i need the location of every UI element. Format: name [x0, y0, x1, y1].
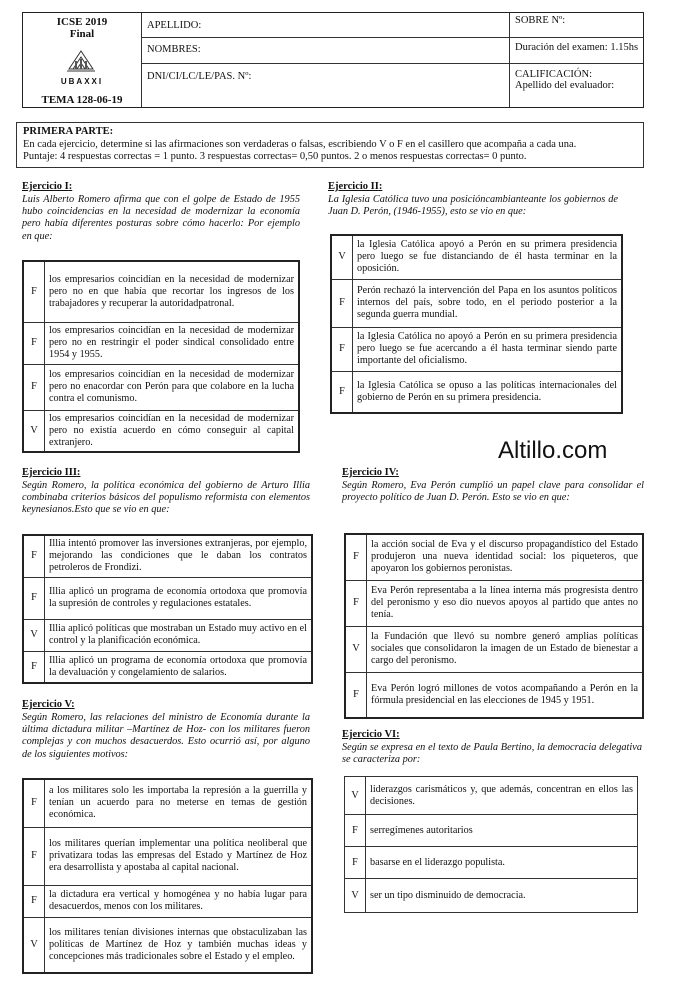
statement-text: la Fundación que llevó su nombre generó amplias políticas sociales que consolidaron la imagen de un Estado de bienestar a cargo del peronismo.	[367, 626, 644, 672]
answer-cell[interactable]: F	[345, 534, 367, 580]
statement-text: los empresarios coincidían en la necesidad de modernizar pero no en que había que recortar los ingresos de los trabajadores y recuperar la autoridadpatronal.	[45, 261, 300, 322]
exercise-answer-table	[22, 534, 313, 684]
answer-row	[23, 619, 312, 651]
answer-row	[345, 534, 643, 580]
course-name: ICSE 2019	[56, 16, 108, 28]
exercise-answer-table	[22, 260, 300, 453]
statement-text: Eva Perón logró millones de votos acompañando a Perón en la fórmula presidencial en las elecciones de 1945 y 1951.	[367, 672, 644, 718]
answer-row	[23, 410, 299, 452]
answer-cell[interactable]: F	[23, 577, 45, 619]
answer-row	[331, 371, 622, 413]
answer-row	[345, 580, 643, 626]
answer-cell[interactable]: F	[345, 847, 366, 879]
answer-cell[interactable]: V	[345, 777, 366, 815]
primera-parte-puntaje: Puntaje: 4 respuestas correctas = 1 punto. 3 respuestas correctas= 0,50 puntos. 2 o menos respuestas correctas= 0 punto.	[23, 151, 527, 162]
answer-cell[interactable]: F	[23, 885, 45, 917]
answer-cell[interactable]: F	[23, 651, 45, 683]
exercise-stem: Según Romero, la política económica del gobierno de Arturo Illia combinaba criterios básicos del populismo reformista con elementos keynesianos.Esto que se vio en que:	[22, 480, 310, 516]
exam-header	[22, 12, 644, 108]
exercise-title: Ejercicio VI:	[342, 729, 400, 740]
exercise-stem: Según Romero, Eva Perón cumplió un papel clave para consolidar el proyecto político de Juan D. Perón. Esto se vio en que:	[342, 480, 644, 504]
statement-text: basarse en el liderazgo populista.	[366, 847, 638, 879]
answer-row	[23, 261, 299, 322]
statement-text: la dictadura era vertical y homogénea y no había lugar para desacuerdos, menos con los militares.	[45, 885, 313, 917]
answer-cell[interactable]: V	[331, 235, 353, 279]
logo-text: UBAXXI	[60, 77, 104, 86]
answer-row	[345, 626, 643, 672]
answer-cell[interactable]: F	[23, 364, 45, 410]
statement-text: los empresarios coincidían en la necesidad de modernizar pero no en restringir el poder sindical consolidado entre 1954 y 1955.	[45, 322, 300, 364]
apellido-label: APELLIDO:	[147, 20, 202, 31]
answer-cell[interactable]: F	[345, 580, 367, 626]
answer-row	[23, 364, 299, 410]
statement-text: los empresarios coincidían en la necesidad de modernizar pero no enacordar con Perón para que colabore en la lucha contra el comunismo.	[45, 364, 300, 410]
answer-cell[interactable]: F	[23, 535, 45, 577]
statement-text: Perón rechazó la intervención del Papa en los asuntos políticos internos del país, sobre todo, en el periodo posterior a la segunda guerra mundial.	[353, 279, 623, 327]
answer-row	[345, 815, 638, 847]
answer-row	[23, 577, 312, 619]
evaluador-label: Apellido del evaluador:	[515, 80, 615, 91]
statement-text: Illia aplicó un programa de economía ortodoxa que promovía la supresión de controles y regulaciones estatales.	[45, 577, 313, 619]
header-divider	[141, 37, 643, 38]
answer-row	[345, 879, 638, 913]
sobre-label: SOBRE Nº:	[515, 15, 566, 26]
answer-cell[interactable]: F	[345, 672, 367, 718]
statement-text: Illia aplicó un programa de economía ortodoxa que promovía la devaluación y congelamiento de salarios.	[45, 651, 313, 683]
statement-text: la Iglesia Católica apoyó a Perón en su primera presidencia pero luego se fue distanciando de él hasta terminar en la oposición.	[353, 235, 623, 279]
answer-cell[interactable]: V	[23, 619, 45, 651]
answer-row	[345, 672, 643, 718]
exercise-title: Ejercicio III:	[22, 467, 81, 478]
exercise-title: Ejercicio I:	[22, 181, 73, 192]
answer-row	[23, 535, 312, 577]
statement-text: los militares querían implementar una política neoliberal que privatizara todas las empresas del Estado y Martínez de Hoz era desarrollista y apostaba al capital nacional.	[45, 827, 313, 885]
calificacion-label: CALIFICACIÓN:	[515, 69, 593, 80]
statement-text: liderazgos carismáticos y, que además, concentran en ellos las decisiones.	[366, 777, 638, 815]
ubaxxi-logo-icon	[65, 47, 97, 73]
answer-cell[interactable]: V	[345, 879, 366, 913]
header-divider	[141, 13, 142, 107]
exercise-title: Ejercicio V:	[22, 699, 75, 710]
answer-cell[interactable]: F	[23, 827, 45, 885]
answer-row	[331, 279, 622, 327]
exercise-stem: Según se expresa en el texto de Paula Bertino, la democracia delegativa se caracteriza por:	[342, 742, 642, 766]
answer-cell[interactable]: F	[331, 371, 353, 413]
statement-text: los empresarios coincidían en la necesidad de modernizar pero no existía acuerdo en cómo conseguir al capital extranjero.	[45, 410, 300, 452]
exercise-stem: Luis Alberto Romero afirma que con el golpe de Estado de 1955 hubo coincidencias en la necesidad de modernizar la economía pero había diferentes posturas sobre cómo hacerlo: Por ejemplo en que:	[22, 194, 300, 242]
dni-label: DNI/CI/LC/LE/PAS. Nº:	[147, 71, 252, 82]
answer-cell[interactable]: F	[345, 815, 366, 847]
statement-text: a los militares solo les importaba la represión a la guerrilla y tenían un acuerdo para no meterse en temas de gestión económica.	[45, 779, 313, 827]
answer-row	[23, 917, 312, 973]
answer-row	[23, 322, 299, 364]
answer-cell[interactable]: V	[345, 626, 367, 672]
answer-cell[interactable]: V	[23, 917, 45, 973]
exercise-stem: La Iglesia Católica tuvo una posicióncambianteante los gobiernos de Juan D. Perón, (1946-1955), esto se vio en que:	[328, 194, 618, 218]
statement-text: la Iglesia Católica no apoyó a Perón en su primera presidencia pero luego se fue acercando a él hasta terminar siendo parte importante del oficialismo.	[353, 327, 623, 371]
exercise-answer-table	[22, 778, 313, 974]
answer-row	[23, 779, 312, 827]
exercise-title: Ejercicio IV:	[342, 467, 399, 478]
answer-cell[interactable]: F	[23, 779, 45, 827]
watermark-text: Altillo.com	[498, 437, 608, 464]
statement-text: la acción social de Eva y el discurso propagandístico del Estado produjeron una nueva identidad social: los piqueteros, que apoyaron los gobiernos peronistas.	[367, 534, 644, 580]
primera-parte-instructions: En cada ejercicio, determine si las afirmaciones son verdaderas o falsas, escribiendo V o F en el casillero que acompaña a cada una.	[23, 138, 577, 150]
answer-row	[23, 885, 312, 917]
statement-text: ser un tipo disminuido de democracia.	[366, 879, 638, 913]
answer-cell[interactable]: F	[23, 261, 45, 322]
answer-row	[345, 777, 638, 815]
exercise-title: Ejercicio II:	[328, 181, 383, 192]
exercise-answer-table	[344, 776, 638, 913]
answer-row	[345, 847, 638, 879]
statement-text: serregímenes autoritarios	[366, 815, 638, 847]
statement-text: Eva Perón representaba a la línea interna más progresista dentro del peronismo y eso dio nuevos apoyos al partido que antes no tenía.	[367, 580, 644, 626]
header-divider	[509, 13, 510, 107]
exercise-answer-table	[330, 234, 623, 414]
statement-text: la Iglesia Católica se opuso a las políticas internacionales del gobierno de Perón en su primera presidencia.	[353, 371, 623, 413]
answer-cell[interactable]: F	[331, 279, 353, 327]
exercise-answer-table	[344, 533, 644, 719]
answer-row	[23, 651, 312, 683]
tema-code: TEMA 128-06-19	[41, 94, 123, 106]
nombres-label: NOMBRES:	[147, 44, 201, 55]
answer-row	[331, 235, 622, 279]
answer-row	[331, 327, 622, 371]
statement-text: Illia intentó promover las inversiones extranjeras, por ejemplo, mejorando las condiciones que le daban los contratos petroleros de Frondizi.	[45, 535, 313, 577]
statement-text: los militares tenían divisiones internas que obstaculizaban las políticas de Martínez de Hoz y también muchas ideas y concepciones más tradicionales sobre el Estado y el empleo.	[45, 917, 313, 973]
primera-parte-title: PRIMERA PARTE:	[23, 126, 114, 137]
answer-cell[interactable]: V	[23, 410, 45, 452]
header-divider	[141, 63, 643, 64]
answer-cell[interactable]: F	[331, 327, 353, 371]
duracion-label: Duración del examen: 1.15hs	[515, 42, 639, 53]
statement-text: Illia aplicó políticas que mostraban un Estado muy activo en el control y la planificación económica.	[45, 619, 313, 651]
answer-cell[interactable]: F	[23, 322, 45, 364]
exercise-stem: Según Romero, las relaciones del ministro de Economía durante la última dictadura militar –Martínez de Hoz- con los militares fueron complejas y con muchos desacuerdos. Esto ocurrió así, por alguno de los siguientes motivos:	[22, 712, 310, 760]
primera-parte-box	[16, 122, 644, 168]
answer-row	[23, 827, 312, 885]
exam-type: Final	[69, 28, 95, 40]
